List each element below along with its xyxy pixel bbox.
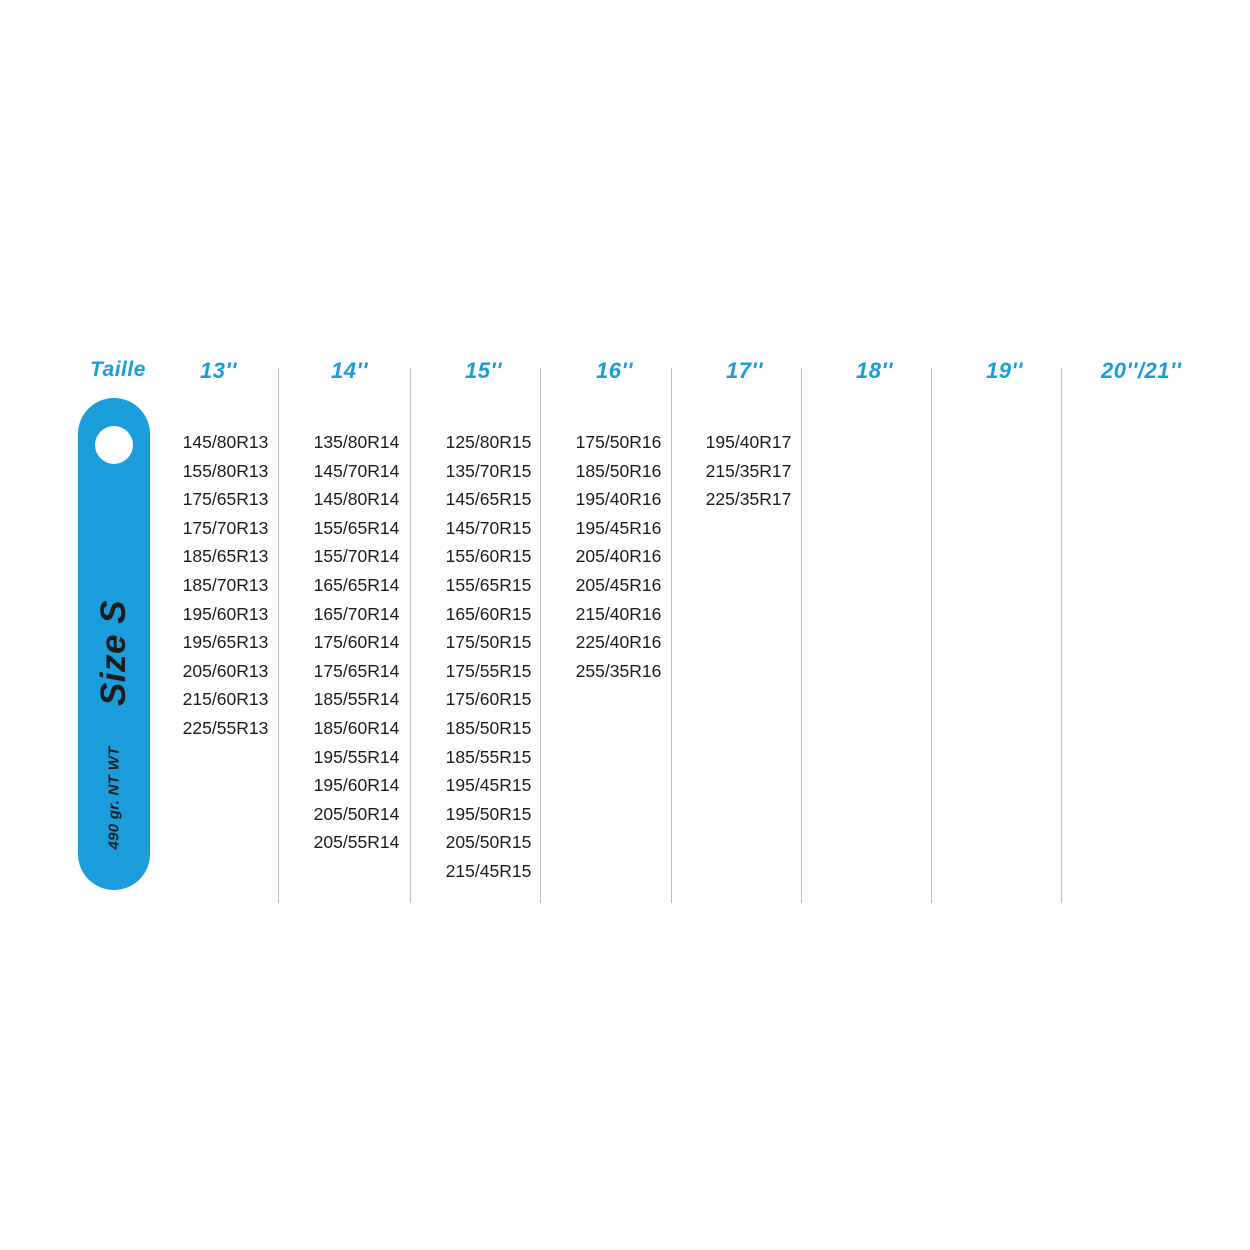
tag-weight-label: 490 gr. NT WT	[105, 746, 123, 850]
cell-value: 165/65R14	[313, 574, 400, 595]
cell-value: 145/80R14	[313, 489, 400, 510]
cell-value: 175/65R13	[182, 489, 269, 510]
cell-value: 185/55R14	[313, 689, 400, 710]
column-values-13	[163, 428, 288, 743]
column-header-13: 13''	[200, 358, 237, 383]
column-values-15	[426, 428, 551, 886]
cell-value: 125/80R15	[445, 432, 532, 452]
cell-value: 155/65R15	[445, 574, 532, 595]
tag-size-label: Size S	[94, 599, 133, 707]
cell-value: 145/80R13	[182, 432, 269, 452]
cell-value: 205/60R13	[182, 660, 269, 681]
cell-value: 205/50R15	[445, 832, 532, 853]
cell-value: 145/65R15	[445, 489, 532, 510]
cell-value: 185/65R13	[182, 546, 269, 567]
cell-value: 185/50R16	[575, 460, 662, 481]
cell-value: 135/80R14	[313, 432, 400, 452]
column-values-17	[686, 428, 811, 514]
cell-value: 195/40R17	[705, 432, 792, 452]
cell-value: 155/80R13	[182, 460, 269, 481]
cell-value: 225/55R13	[182, 717, 269, 738]
column-header-taille: Taille	[90, 358, 146, 381]
cell-value: 175/50R15	[445, 632, 532, 653]
cell-value: 195/50R15	[445, 803, 532, 824]
cell-value: 175/65R14	[313, 660, 400, 681]
column-values-14	[294, 428, 419, 857]
cell-value: 155/70R14	[313, 546, 400, 567]
cell-value: 195/45R16	[575, 517, 662, 538]
cell-value: 155/65R14	[313, 517, 400, 538]
cell-value: 215/60R13	[182, 689, 269, 710]
cell-value: 185/70R13	[182, 574, 269, 595]
cell-value: 205/45R16	[575, 574, 662, 595]
column-header-19: 19''	[986, 358, 1023, 383]
column-header-18: 18''	[856, 358, 893, 383]
cell-value: 195/65R13	[182, 632, 269, 653]
cell-value: 205/50R14	[313, 803, 400, 824]
column-header-15: 15''	[465, 358, 502, 383]
cell-value: 255/35R16	[575, 660, 662, 681]
cell-value: 145/70R15	[445, 517, 532, 538]
circle-hole-icon	[95, 426, 133, 464]
cell-value: 135/70R15	[445, 460, 532, 481]
column-divider	[931, 368, 932, 903]
column-header-16: 16''	[596, 358, 633, 383]
cell-value: 215/35R17	[705, 460, 792, 481]
cell-value: 205/40R16	[575, 546, 662, 567]
cell-value: 155/60R15	[445, 546, 532, 567]
cell-value: 175/60R14	[313, 632, 400, 653]
cell-value: 195/60R13	[182, 603, 269, 624]
cell-value: 215/45R15	[445, 860, 532, 881]
cell-value: 225/35R17	[705, 489, 792, 510]
cell-value: 175/50R16	[575, 432, 662, 452]
cell-value: 175/60R15	[445, 689, 532, 710]
column-header-14: 14''	[331, 358, 368, 383]
cell-value: 195/55R14	[313, 746, 400, 767]
cell-value: 195/40R16	[575, 489, 662, 510]
column-values-16	[556, 428, 681, 685]
size-tag	[78, 398, 150, 890]
cell-value: 195/60R14	[313, 775, 400, 796]
column-header-20-21: 20''/21''	[1101, 358, 1182, 383]
cell-value: 205/55R14	[313, 832, 400, 853]
cell-value: 175/55R15	[445, 660, 532, 681]
cell-value: 185/50R15	[445, 717, 532, 738]
cell-value: 165/60R15	[445, 603, 532, 624]
cell-value: 145/70R14	[313, 460, 400, 481]
column-divider	[1061, 368, 1062, 903]
cell-value: 195/45R15	[445, 775, 532, 796]
cell-value: 225/40R16	[575, 632, 662, 653]
cell-value: 185/55R15	[445, 746, 532, 767]
table-header-row	[78, 358, 1182, 398]
size-table	[78, 358, 1182, 903]
cell-value: 175/70R13	[182, 517, 269, 538]
cell-value: 185/60R14	[313, 717, 400, 738]
cell-value: 215/40R16	[575, 603, 662, 624]
column-header-17: 17''	[726, 358, 763, 383]
cell-value: 165/70R14	[313, 603, 400, 624]
